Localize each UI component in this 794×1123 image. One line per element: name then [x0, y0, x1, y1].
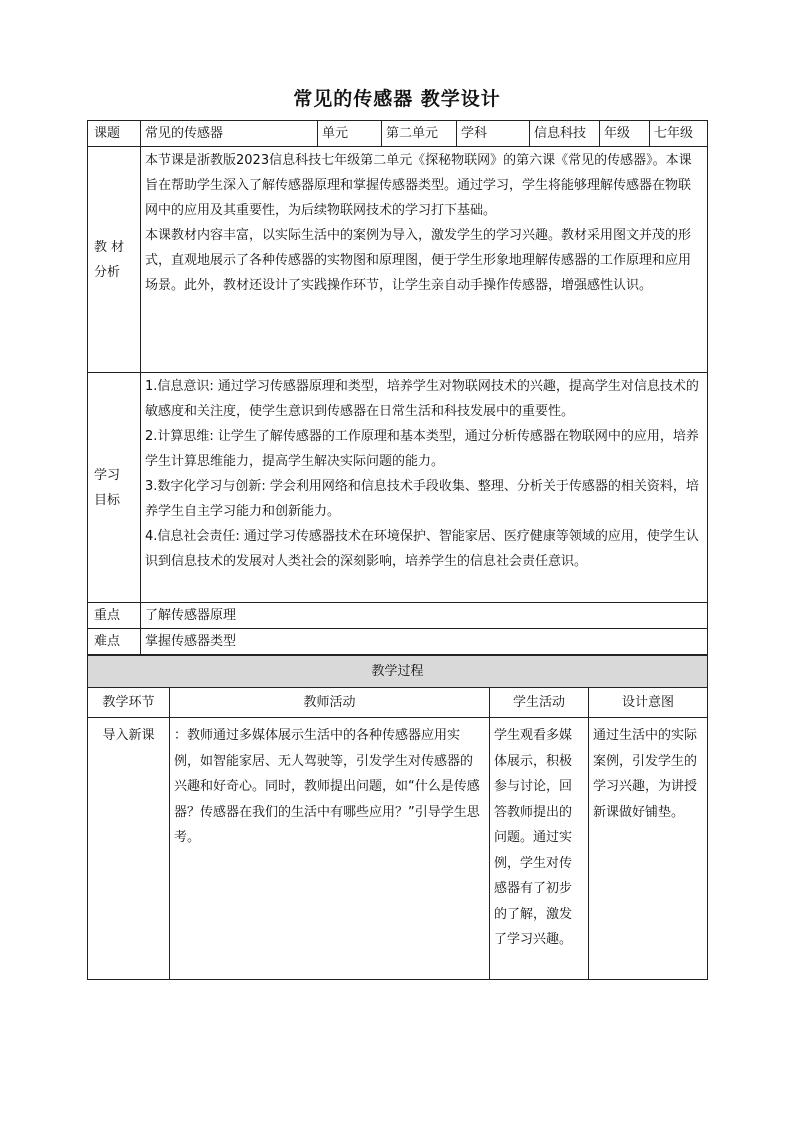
key-point-label: 重点 [88, 603, 141, 629]
column-header-intent: 设计意图 [589, 688, 708, 718]
subject-value: 信息科技 [530, 121, 600, 147]
difficulty-label: 难点 [88, 629, 141, 655]
analysis-paragraph: 本节课是浙教版2023信息科技七年级第二单元《探秘物联网》的第六课《常见的传感器》。本课旨在帮助学生深入了解传感器原理和掌握传感器类型。通过学习，学生将能够理解传感器在物联网中的应用及其重要性，为后续物联网技术的学习打下基础。 [145, 153, 692, 218]
analysis-row [88, 147, 708, 373]
analysis-content [141, 147, 708, 373]
process-heading-row [88, 656, 708, 688]
column-header-teacher: 教师活动 [170, 688, 490, 718]
process-student: 学生观看多媒体展示，积极参与讨论，回答教师提出的问题。通过实例，学生对传感器有了初步的了解，激发了学习兴趣。 [490, 718, 589, 980]
topic-label: 课题 [88, 121, 141, 147]
objective-item: 1.信息意识: 通过学习传感器原理和类型，培养学生对物联网技术的兴趣，提高学生对信息技术的敏感度和关注度，使学生意识到传感器在日常生活和科技发展中的重要性。 [145, 379, 699, 419]
objective-item: 2.计算思维: 让学生了解传感器的工作原理和基本类型，通过分析传感器在物联网中的应用，培养学生计算思维能力，提高学生解决实际问题的能力。 [145, 429, 699, 469]
lesson-plan-table [87, 120, 707, 980]
process-heading: 教学过程 [88, 656, 708, 688]
objective-item: 4.信息社会责任: 通过学习传感器技术在环境保护、智能家居、医疗健康等领域的应用，使学生认识到信息技术的发展对人类社会的深刻影响，培养学生的信息社会责任意识。 [145, 529, 699, 569]
key-point-row [88, 603, 708, 629]
process-intent: 通过生活中的实际案例，引发学生的学习兴趣，为讲授新课做好铺垫。 [589, 718, 708, 980]
process-columns-row [88, 688, 708, 718]
difficulty-row [88, 629, 708, 655]
process-table [87, 655, 708, 980]
analysis-paragraph: 本课教材内容丰富，以实际生活中的案例为导入，激发学生的学习兴趣。教材采用图文并茂的形式，直观地展示了各种传感器的实物图和原理图，便于学生形象地理解传感器的工作原理和应用场景。此外，教材还设计了实践操作环节，让学生亲自动手操作传感器，增强感性认识。 [145, 228, 692, 293]
objectives-content [141, 373, 708, 603]
document-title: 常见的传感器 教学设计 [293, 88, 501, 110]
process-stage: 导入新课 [88, 718, 170, 980]
process-row [88, 718, 708, 980]
grade-label: 年级 [600, 121, 650, 147]
info-table [87, 120, 708, 655]
unit-value: 第二单元 [382, 121, 457, 147]
analysis-label: 教 材 分析 [88, 147, 141, 373]
key-point-value: 了解传感器原理 [141, 603, 708, 629]
difficulty-value: 掌握传感器类型 [141, 629, 708, 655]
process-teacher: ：教师通过多媒体展示生活中的各种传感器应用实例，如智能家居、无人驾驶等，引发学生对传感器的兴趣和好奇心。同时，教师提出问题，如“什么是传感器？传感器在我们的生活中有哪些应用？”引导学生思考。 [170, 718, 490, 980]
objective-item: 3.数字化学习与创新: 学会利用网络和信息技术手段收集、整理、分析关于传感器的相关资料，培养学生自主学习能力和创新能力。 [145, 479, 699, 519]
subject-label: 学科 [457, 121, 530, 147]
grade-value: 七年级 [650, 121, 708, 147]
column-header-stage: 教学环节 [88, 688, 170, 718]
header-row [88, 121, 708, 147]
objectives-label: 学习 目标 [88, 373, 141, 603]
unit-label: 单元 [318, 121, 382, 147]
objectives-row [88, 373, 708, 603]
column-header-student: 学生活动 [490, 688, 589, 718]
topic-value: 常见的传感器 [141, 121, 318, 147]
